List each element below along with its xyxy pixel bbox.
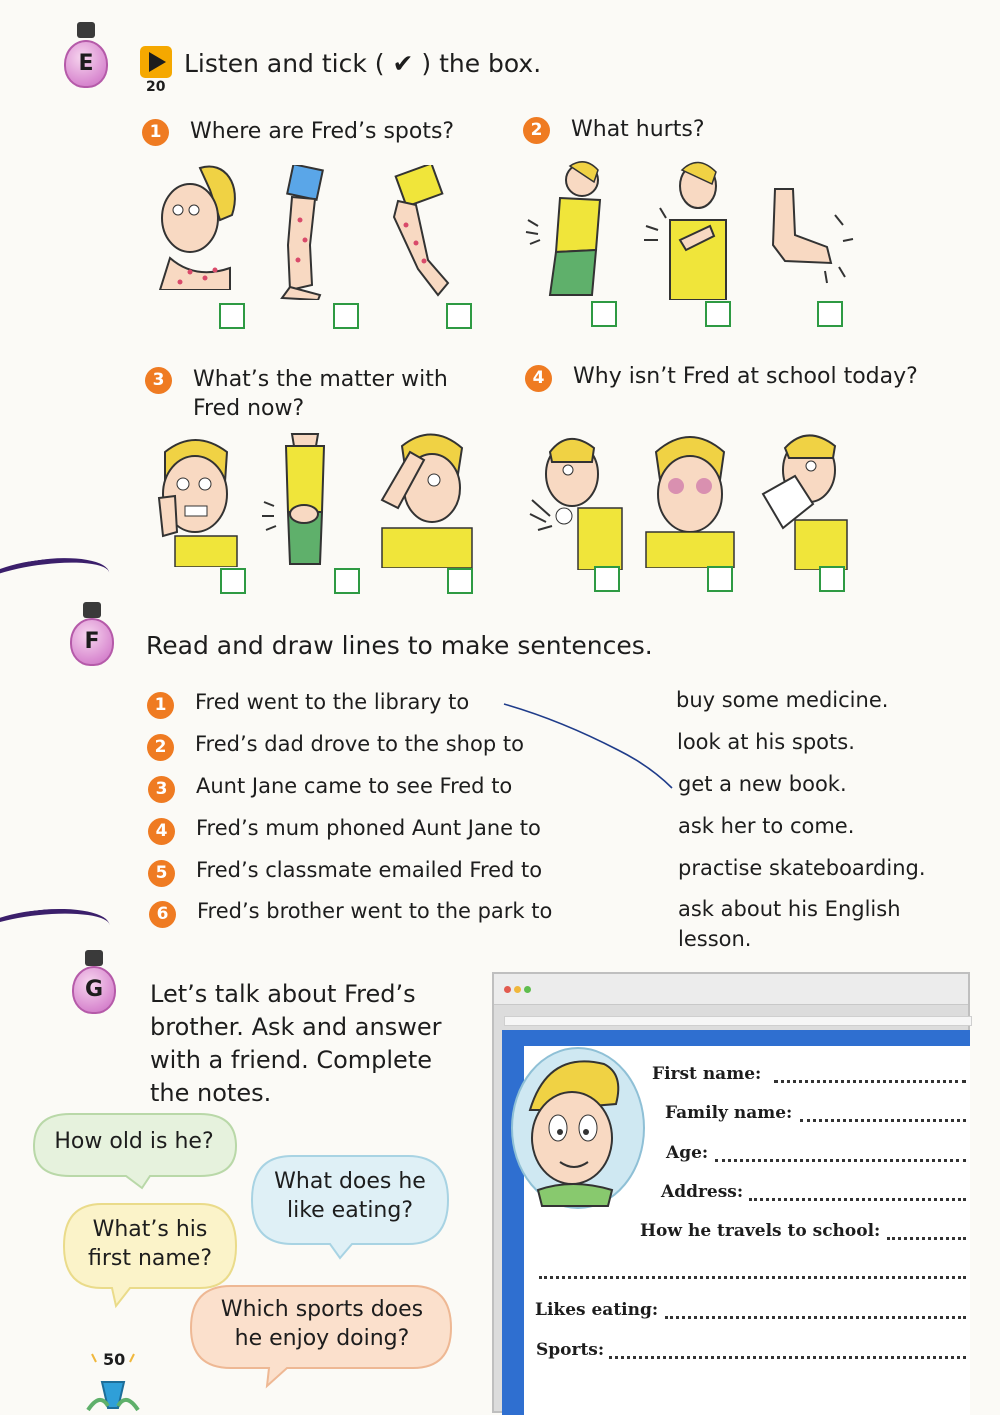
tick-box-q4-tired[interactable] [707,566,733,592]
note-line-age[interactable] [715,1159,966,1162]
question-3-text-line1: What’s the matter with [193,367,448,392]
note-label-address: Address: [661,1182,744,1202]
sentence-end-4[interactable]: ask her to come. [678,814,855,838]
exercise-g-instruction [150,978,441,1110]
illustration-face-spots [150,160,240,290]
exercise-f-instruction: Read and draw lines to make sentences. [146,631,653,660]
bubble-line: What’s his [92,1217,208,1242]
tick-box-q1-leg[interactable] [333,303,359,329]
exercise-g-bulb [72,966,116,1014]
bubble-line: Which sports does [220,1297,424,1322]
note-label-first-name: First name: [652,1064,762,1084]
exercise-e-bulb [64,40,108,88]
sentence-number: 5 [148,860,175,887]
sentence-start-5[interactable]: Fred’s classmate emailed Fred to [196,858,543,882]
illustration-leg-spots [270,165,340,300]
audio-track-number: 20 [146,79,166,95]
note-line-first-name[interactable] [774,1080,966,1083]
sentence-start-4[interactable]: Fred’s mum phoned Aunt Jane to [196,816,541,840]
bulb-cap [77,22,95,38]
sentence-number: 3 [148,776,175,803]
instruction-line: the notes. [150,1079,272,1107]
instruction-line: brother. Ask and answer [150,1013,442,1041]
sentence-end-2[interactable]: look at his spots. [677,730,855,754]
speech-bubble-likes-eating [252,1167,448,1225]
sentence-end-1[interactable]: buy some medicine. [676,688,889,712]
illustration-shoulder-hurts [640,160,730,300]
question-number: 3 [145,367,172,394]
note-label-family-name: Family name: [665,1103,793,1123]
note-label-likes-eating: Likes eating: [535,1300,659,1320]
bubble-line: he enjoy doing? [234,1326,410,1351]
question-number: 1 [142,119,169,146]
exercise-e-letter: E [78,51,94,76]
sentence-end-6-line2[interactable]: lesson. [678,927,752,951]
tick-box-q4-cold[interactable] [819,566,845,592]
sentence-number: 6 [149,901,176,928]
exercise-f-bulb [70,618,114,666]
bulb-wire [0,0,100,15]
note-label-travel: How he travels to school: [640,1221,881,1241]
example-match-line [500,700,680,795]
audio-play-icon[interactable] [140,46,172,78]
note-label-age: Age: [666,1143,709,1163]
window-address-bar [504,1016,972,1026]
tick-box-q3-stomachache[interactable] [334,568,360,594]
exercise-e-instruction: Listen and tick ( ✔ ) the box. [184,49,542,78]
question-4-text: Why isn’t Fred at school today? [573,364,918,389]
sentence-end-3[interactable]: get a new book. [678,772,847,796]
avatar-fred-brother [508,1040,648,1210]
note-label-sports: Sports: [536,1340,605,1360]
window-titlebar [494,974,968,1005]
illustration-back-hurts [520,160,610,300]
exercise-g-letter: G [84,977,104,1002]
tick-box-q1-face[interactable] [219,303,245,329]
tick-box-q1-arm[interactable] [446,303,472,329]
bubble-line: like eating? [286,1198,414,1223]
window-close-dot[interactable] [504,986,511,993]
illustration-toothache [145,432,240,567]
note-line-travel-continued[interactable] [539,1276,966,1279]
window-minimize-dot[interactable] [514,986,521,993]
sentence-number: 4 [148,818,175,845]
illustration-stomachache [260,432,340,567]
sentence-start-2[interactable]: Fred’s dad drove to the shop to [195,732,524,756]
page-number: 50 [103,1350,126,1369]
note-line-likes-eating[interactable] [665,1316,966,1319]
question-number: 2 [523,117,550,144]
tick-box-q2-shoulder[interactable] [705,301,731,327]
note-line-address[interactable] [749,1198,966,1201]
tick-box-q3-headache[interactable] [447,568,473,594]
note-line-travel[interactable] [887,1237,966,1240]
sentence-start-6[interactable]: Fred’s brother went to the park to [197,899,553,923]
sentence-end-6-line1[interactable]: ask about his English [678,897,901,921]
sentence-start-1[interactable]: Fred went to the library to [195,690,470,714]
question-1-text: Where are Fred’s spots? [190,119,455,144]
illustration-foot-hurts [765,185,855,285]
instruction-line: with a friend. Complete [150,1046,432,1074]
window-maximize-dot[interactable] [524,986,531,993]
illustration-cold [755,430,850,570]
bulb-cap [83,602,101,618]
speech-bubble-sports [192,1295,452,1353]
speech-bubble-how-old: How old is he? [54,1129,214,1154]
sentence-number: 1 [147,692,174,719]
note-line-sports[interactable] [609,1356,966,1359]
question-number: 4 [525,365,552,392]
question-2-text: What hurts? [571,117,705,142]
exercise-f-letter: F [84,629,100,654]
note-line-family-name[interactable] [800,1119,966,1122]
bubble-line: first name? [87,1246,213,1271]
sentence-end-5[interactable]: practise skateboarding. [678,856,926,880]
bulb-cap [85,950,103,966]
question-3-text-line2: Fred now? [193,396,305,421]
bubble-line: What does he [274,1169,426,1194]
tick-box-q2-back[interactable] [591,301,617,327]
speech-bubble-first-name [64,1215,236,1273]
instruction-line: Let’s talk about Fred’s [150,980,416,1008]
illustration-tired [640,428,740,568]
illustration-arm-spots [380,165,460,300]
sentence-number: 2 [147,734,174,761]
sentence-start-3[interactable]: Aunt Jane came to see Fred to [196,774,513,798]
tick-box-q2-foot[interactable] [817,301,843,327]
tick-box-q3-toothache[interactable] [220,568,246,594]
illustration-cough [522,430,627,570]
illustration-headache [372,428,477,568]
tick-box-q4-cough[interactable] [594,566,620,592]
